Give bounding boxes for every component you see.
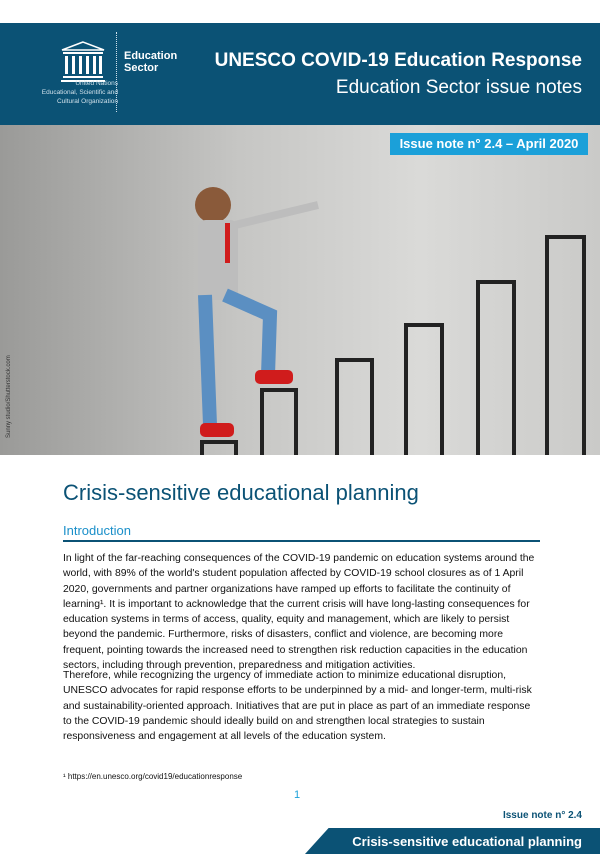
document-title: Crisis-sensitive educational planning <box>63 480 419 505</box>
body-paragraph: In light of the far-reaching consequences of the COVID-19 pandemic on education systems around the world, with 89% of the world's student population affected by COVID-19 school closures as of 1 April 2020, governments and partner organizations have ramped up efforts to facilitate the continuity of learning¹. It is important to acknowledge that the current crisis will have long-lasting consequences for education systems in terms of access, quality, equity and management, which are likely to persist beyond the pandemic. Furthermore, risks of disasters, conflict and violence, are becoming more frequent, pointing towards the increased need to strengthen risk reduction capacities in the education sectors, including through prevention, preparedness and mitigation activities. <box>63 553 535 672</box>
hero-photo <box>0 125 600 455</box>
section-heading: Introduction <box>63 523 131 538</box>
body-paragraph: Therefore, while recognizing the urgency of immediate action to minimize educational disruption, UNESCO advocates for rapid response efforts to be underpinned by a mid- and longer-term, multi-risk and sustainability-oriented approach. Initiatives that are put in place as part of an immediate response to the COVID-19 pandemic should ideally build on and strengthen local strategies to sustain responsiveness and engagement at all levels of the education system. <box>63 670 532 743</box>
org-name-line: United Nations <box>75 80 118 87</box>
footer-title: Crisis-sensitive educational planning <box>352 834 582 849</box>
issue-badge: Issue note n° 2.4 – April 2020 <box>390 133 588 155</box>
header-subtitle: Education Sector issue notes <box>335 77 582 98</box>
section-divider <box>63 540 540 542</box>
sector-label: Education Sector <box>124 50 178 74</box>
photo-credit: Sunny studio/Shutterstock.com <box>6 355 12 438</box>
org-name-line: Educational, Scientific and <box>41 89 118 96</box>
page-number: 1 <box>294 789 301 801</box>
org-name-line: Cultural Organization <box>56 98 118 105</box>
header-title: UNESCO COVID-19 Education Response <box>214 50 582 71</box>
footer-issue-note: Issue note n° 2.4 <box>502 810 582 821</box>
stairs-child-illustration <box>0 125 600 455</box>
footnote-link[interactable]: ¹ https://en.unesco.org/covid19/educationresponse <box>63 772 243 781</box>
